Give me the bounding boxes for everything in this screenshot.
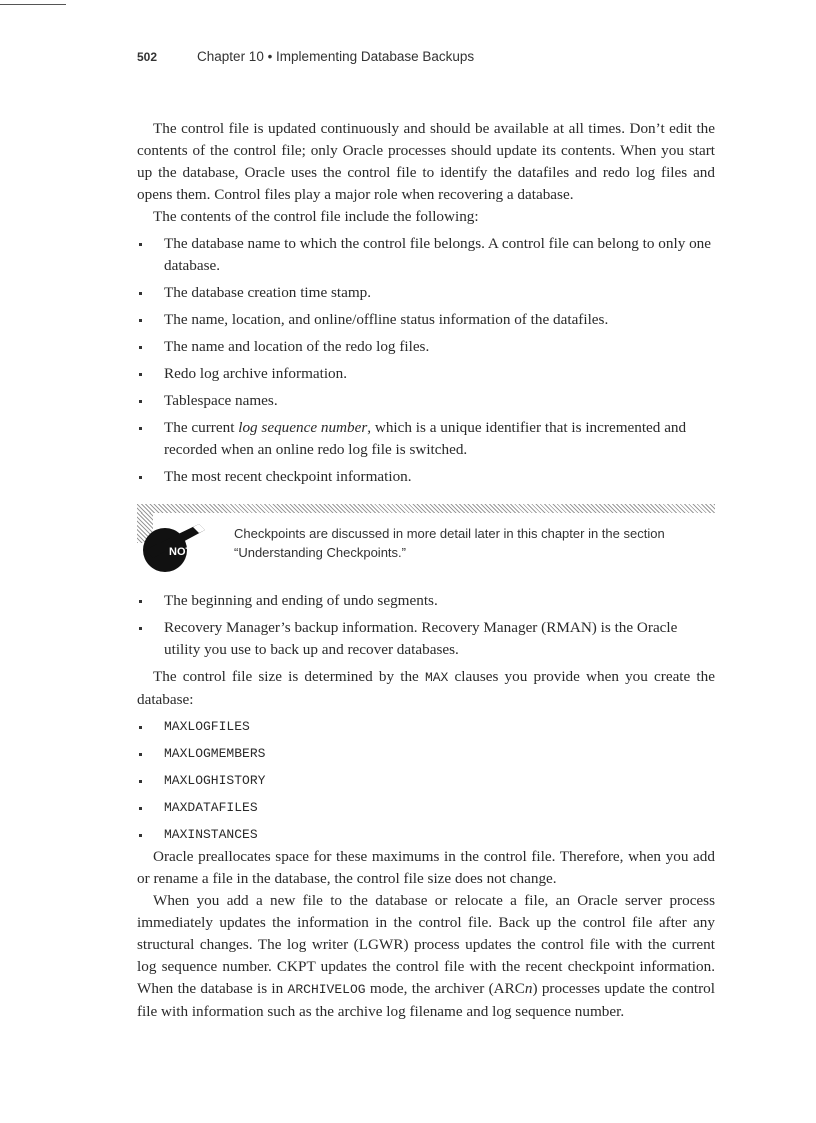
note-text: Checkpoints are discussed in more detail later in this chapter in the section “Understanding Checkpoints.” [234, 526, 665, 560]
control-file-contents-list [137, 233, 715, 488]
page-number: 502 [137, 50, 158, 64]
list-item: The name, location, and online/offline status information of the datafiles. [137, 309, 715, 331]
page-body [137, 118, 715, 1023]
top-rule [0, 4, 66, 5]
max-clauses-list [137, 716, 715, 846]
note-hatch-rule [137, 504, 715, 513]
list-item: Redo log archive information. [137, 363, 715, 385]
chapter-title: Chapter 10 • Implementing Database Backups [197, 49, 475, 64]
list-item: Recovery Manager’s backup information. Recovery Manager (RMAN) is the Oracle utility you use to back up and recover databases. [137, 617, 715, 661]
note-icon-label: NOTE [169, 546, 200, 558]
archivelog-keyword: ARCHIVELOG [287, 982, 366, 997]
list-item: The name and location of the redo log files. [137, 336, 715, 358]
update-paragraph: When you add a new file to the database or relocate a file, an Oracle server process immediately updates the information in the control file. Back up the control file after any structural changes. The log writer (LGWR) process updates the control file with the current log sequence number. CKPT updates the control file with the recent checkpoint information. When the database is in ARCHIVELOG mode, the archiver (ARCn) processes update the control file with information such as the archive log filename and log sequence number. [137, 892, 715, 1020]
list-item: MAXDATAFILES [137, 797, 715, 819]
list-item: MAXLOGHISTORY [137, 770, 715, 792]
list-item: The database name to which the control file belongs. A control file can belong to only one database. [137, 233, 715, 277]
list-item: MAXLOGMEMBERS [137, 743, 715, 765]
prealloc-paragraph: Oracle preallocates space for these maximums in the control file. Therefore, when you add or rename a file in the database, the control file size does not change. [137, 848, 715, 887]
list-intro: The contents of the control file include the following: [153, 208, 479, 225]
note-box [137, 504, 715, 580]
list-item: The beginning and ending of undo segments. [137, 590, 715, 612]
list-item: The most recent checkpoint information. [137, 466, 715, 488]
running-header [137, 49, 474, 64]
list-item: Tablespace names. [137, 390, 715, 412]
list-item: MAXLOGFILES [137, 716, 715, 738]
list-item: The current log sequence number, which is a unique identifier that is incremented and recorded when an online redo log file is switched. [137, 417, 715, 461]
intro-paragraph: The control file is updated continuously and should be available at all times. Don’t edit the contents of the control file; only Oracle processes should update its contents. When you start up the database, Oracle uses the control file to identify the datafiles and redo log files and opens them. Control files play a major role when recovering a database. [137, 120, 715, 203]
max-keyword: MAX [424, 670, 449, 685]
term-log-sequence-number: log sequence number [238, 419, 368, 436]
list-item: The database creation time stamp. [137, 282, 715, 304]
control-file-contents-list-continued [137, 590, 715, 661]
sizing-paragraph: The control file size is determined by the MAX clauses you provide when you create the database: [137, 668, 715, 708]
note-pencil-icon [139, 520, 205, 574]
list-item: MAXINSTANCES [137, 824, 715, 846]
